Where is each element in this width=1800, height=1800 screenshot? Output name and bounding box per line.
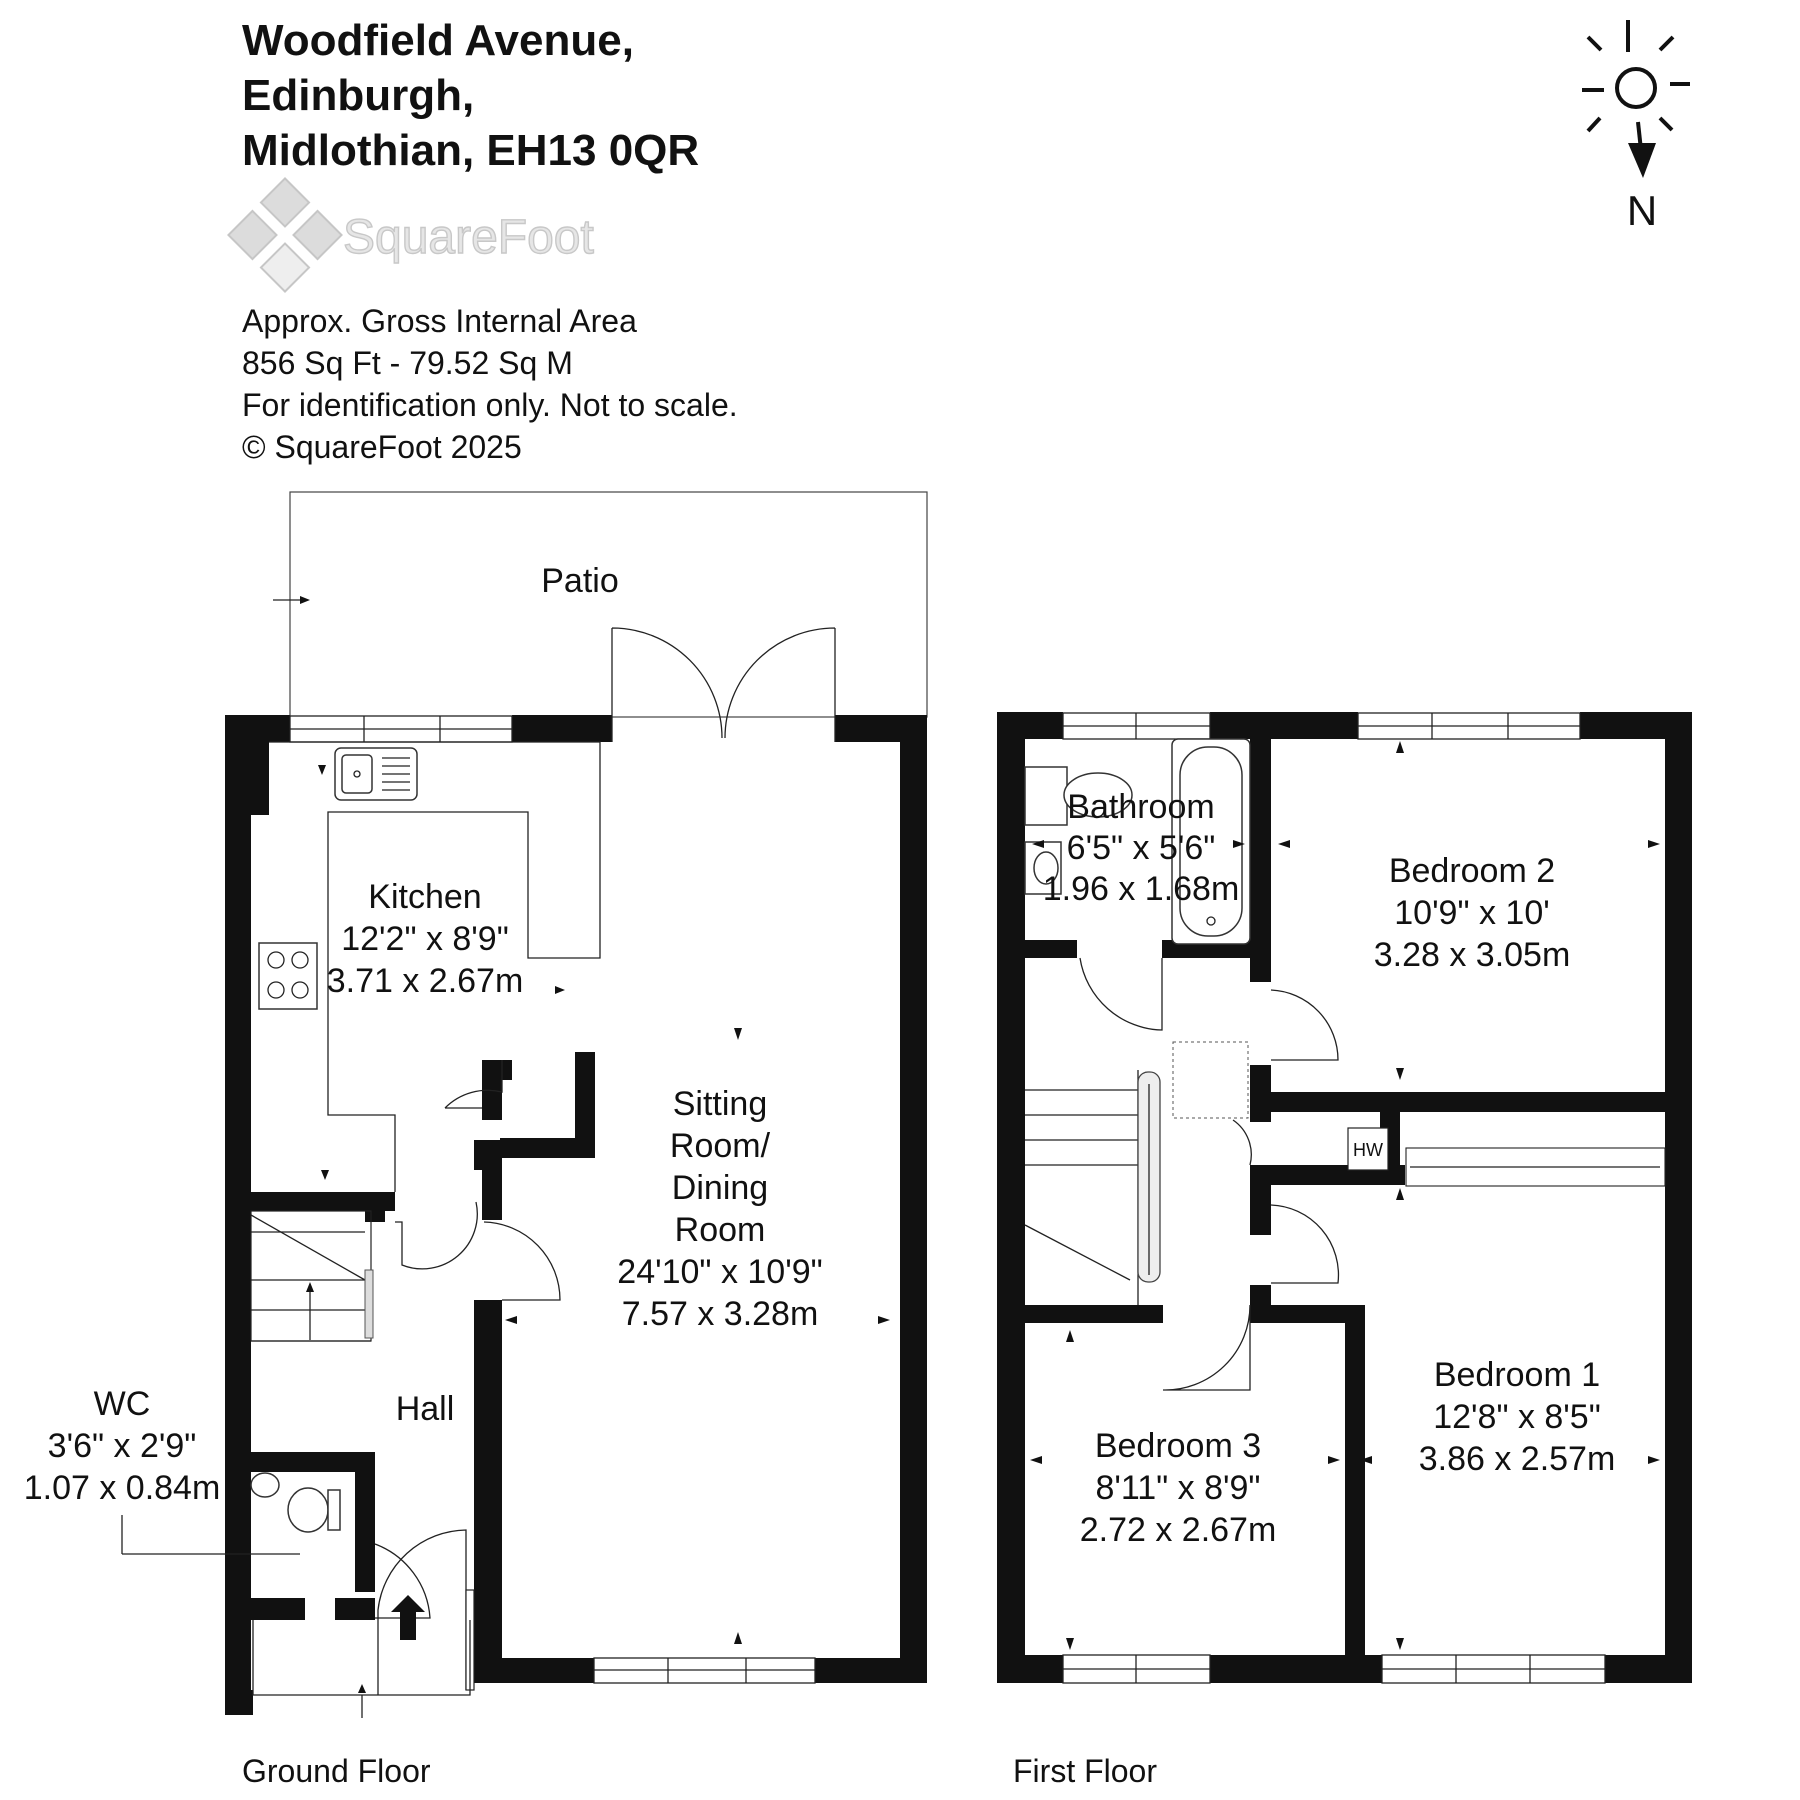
sitting-metric: 7.57 x 3.28m — [621, 1295, 819, 1333]
wc-toilet-icon — [288, 1488, 328, 1532]
ground-floor-plan — [24, 492, 927, 1789]
address-block — [242, 16, 699, 175]
bedroom2-imperial: 10'9" x 10' — [1394, 894, 1550, 932]
disclaimer: For identification only. Not to scale. — [242, 387, 738, 423]
sitting-label-3: Dining — [671, 1169, 769, 1207]
patio-area — [290, 492, 927, 717]
area-info — [242, 303, 738, 465]
wc-imperial: 3'6" x 2'9" — [47, 1427, 197, 1465]
sitting-label-2: Room/ — [669, 1127, 771, 1165]
bedroom2-metric: 3.28 x 3.05m — [1373, 936, 1571, 974]
wc-metric: 1.07 x 0.84m — [23, 1469, 221, 1507]
first-east-wall — [1665, 712, 1692, 1683]
logo-text: SquareFoot — [343, 211, 594, 264]
hob-icon — [259, 943, 317, 1009]
first-west-wall — [997, 712, 1025, 1683]
loft-hatch — [1173, 1042, 1248, 1118]
bedroom3-label: Bedroom 3 — [1094, 1427, 1262, 1465]
copyright: © SquareFoot 2025 — [242, 429, 522, 465]
area-title: Approx. Gross Internal Area — [242, 303, 637, 339]
ground-stairs — [251, 1211, 373, 1341]
sitting-label-4: Room — [674, 1211, 766, 1249]
sitting-label-1: Sitting — [672, 1085, 768, 1123]
patio-label: Patio — [541, 562, 619, 600]
kitchen-label: Kitchen — [368, 878, 482, 916]
kitchen-imperial: 12'2" x 8'9" — [341, 920, 509, 958]
toilet-cistern-icon — [1025, 767, 1067, 825]
address-line-3: Midlothian, EH13 0QR — [242, 126, 700, 175]
bedroom2-label: Bedroom 2 — [1388, 852, 1556, 890]
wc-label: WC — [93, 1385, 151, 1423]
hw-label: HW — [1353, 1140, 1383, 1160]
north-label: N — [1626, 187, 1658, 234]
ground-east-wall — [900, 715, 927, 1683]
compass-sun-icon — [1582, 20, 1690, 150]
squarefoot-logo — [228, 178, 593, 291]
sitting-imperial: 24'10" x 10'9" — [617, 1253, 823, 1291]
bathroom-imperial: 6'5" x 5'6" — [1066, 829, 1216, 867]
bathroom-label: Bathroom — [1067, 788, 1215, 826]
bedroom3-imperial: 8'11" x 8'9" — [1095, 1469, 1261, 1507]
area-values: 856 Sq Ft - 79.52 Sq M — [242, 345, 573, 381]
first-floor-plan — [997, 712, 1692, 1789]
address-line-2: Edinburgh, — [242, 71, 475, 120]
first-floor-label: First Floor — [1013, 1753, 1157, 1789]
first-stairs — [1025, 1070, 1160, 1305]
hall-label: Hall — [395, 1390, 455, 1428]
bedroom1-metric: 3.86 x 2.57m — [1418, 1440, 1616, 1478]
bedroom3-metric: 2.72 x 2.67m — [1079, 1511, 1277, 1549]
north-arrow-icon — [1628, 143, 1656, 178]
kitchen-metric: 3.71 x 2.67m — [326, 962, 524, 1000]
bathroom-metric: 1.96 x 1.68m — [1042, 870, 1240, 908]
bedroom1-imperial: 12'8" x 8'5" — [1433, 1398, 1601, 1436]
ground-west-wall — [225, 715, 251, 1715]
address-line-1: Woodfield Avenue, — [242, 16, 634, 65]
wc-basin-icon — [251, 1473, 279, 1497]
ground-floor-label: Ground Floor — [242, 1753, 431, 1789]
bedroom1-label: Bedroom 1 — [1433, 1356, 1601, 1394]
